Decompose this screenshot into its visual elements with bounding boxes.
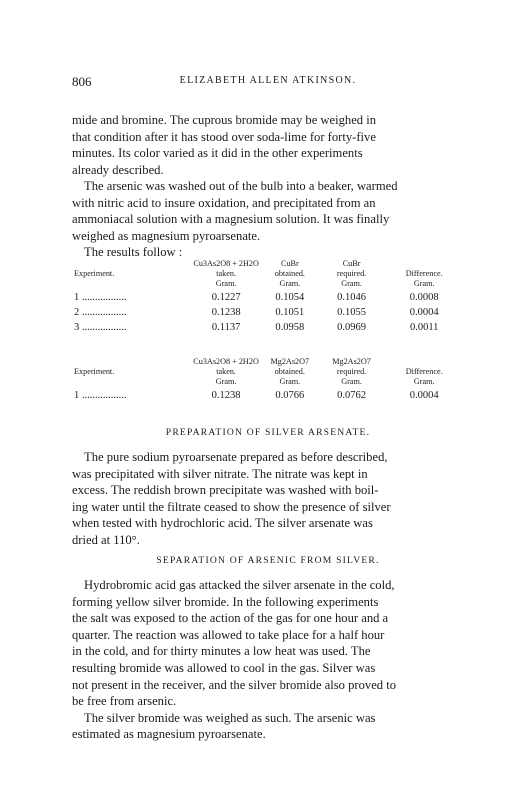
table-header-cell: obtained. <box>274 366 305 376</box>
table-cell: 0.1238 <box>211 390 241 402</box>
table-row <box>72 290 464 305</box>
table-cell: 1 ................. <box>74 292 127 304</box>
table-cell: 2 ................. <box>74 307 127 319</box>
table-unit-cell: Gram. <box>413 279 435 289</box>
table-header-cell: Mg2As2O7 <box>332 357 371 366</box>
page-number: 806 <box>72 74 92 89</box>
table-header-cell: required. <box>336 268 367 278</box>
text-line: The pure sodium pyroarsenate prepared as before described, <box>84 450 388 464</box>
text-line: that condition after it has stood over soda-lime for forty-five <box>72 129 376 144</box>
table-unit-cell: Gram. <box>215 279 237 289</box>
table-header-cell: Difference. <box>405 268 443 278</box>
table-header-cell: Cu3As2O8 + 2H2O <box>193 357 259 366</box>
table-row <box>72 388 464 403</box>
table-header-cell: required. <box>336 366 367 376</box>
table-header-cell <box>72 357 191 367</box>
paragraph-3 <box>72 449 464 549</box>
table-cell: 0.0008 <box>409 292 439 304</box>
results-table-1 <box>72 259 464 335</box>
table-header-row <box>72 269 464 279</box>
table-header-cell: CuBr <box>280 259 299 268</box>
text-line: weighed as magnesium pyroarsenate. <box>72 228 261 243</box>
text-line: the salt was exposed to the action of the gas for one hour and a <box>72 611 389 626</box>
text-line: estimated as magnesium pyroarsenate. <box>72 727 266 742</box>
text-line: mide and bromine. The cuprous bromide may be weighed in <box>72 113 377 127</box>
table-unit-row <box>72 278 464 290</box>
paragraph-2 <box>72 178 464 261</box>
text-line: forming yellow silver bromide. In the following experiments <box>72 594 379 609</box>
table-cell: 0.1227 <box>211 292 241 304</box>
text-line: excess. The reddish brown precipitate was washed with boil- <box>72 483 379 498</box>
table-header-cell <box>72 259 191 269</box>
text-line: was precipitated with silver nitrate. The nitrate was kept in <box>72 466 368 481</box>
table-cell: 0.1238 <box>211 307 241 319</box>
table-row <box>72 305 464 320</box>
table-header-cell: Mg2As2O7 <box>270 357 310 366</box>
text-line: ing water until the filtrate ceased to show the presence of silver <box>72 499 391 514</box>
table-header-row <box>72 259 464 269</box>
table-unit-cell: Gram. <box>341 377 362 387</box>
text-line: The arsenic was washed out of the bulb into a beaker, warmed <box>84 179 398 193</box>
table-cell: 0.0004 <box>409 307 439 319</box>
text-line: resulting bromide was allowed to cool in the gas. Silver was <box>72 660 376 675</box>
table-unit-cell: Gram. <box>413 377 435 387</box>
table-header-row <box>72 367 464 377</box>
table-header-cell: taken. <box>216 268 237 278</box>
text-line: Hydrobromic acid gas attacked the silver arsenate in the cold, <box>84 578 395 592</box>
table-header-cell: Experiment. <box>74 366 115 376</box>
table-cell: 0.0762 <box>337 390 366 402</box>
text-line: ammoniacal solution with a magnesium solution. It was finally <box>72 212 390 227</box>
results-table-2 <box>72 357 464 403</box>
table-unit-cell: Gram. <box>215 377 237 387</box>
text-line: already described. <box>72 162 164 177</box>
results-follow: The results follow : <box>84 245 183 260</box>
table-cell: 0.1055 <box>337 307 366 319</box>
table-cell: 0.0958 <box>275 322 305 334</box>
paragraph-1 <box>72 112 464 178</box>
table-header-cell: Experiment. <box>74 268 115 278</box>
table-cell: 0.1051 <box>275 307 305 319</box>
text-line: minutes. Its color varied as it did in the other experiments <box>72 146 363 161</box>
table-cell: 3 ................. <box>74 322 127 334</box>
table-header-cell: obtained. <box>274 268 305 278</box>
text-line: when tested with hydrochloric acid. The silver arsenate was <box>72 516 373 531</box>
table-unit-cell: Gram. <box>279 377 301 387</box>
table-header-cell: Difference. <box>405 366 443 376</box>
table-cell: 0.0766 <box>275 390 305 402</box>
paragraph-4 <box>72 577 464 743</box>
table-header-cell: taken. <box>216 366 236 376</box>
table-unit-cell <box>72 376 191 388</box>
table-cell: 0.0969 <box>337 322 366 334</box>
table-cell: 0.0004 <box>409 390 439 402</box>
table-row <box>72 320 464 335</box>
table-unit-cell <box>72 278 191 290</box>
text-line: The silver bromide was weighed as such. The arsenic was <box>84 710 376 725</box>
table-cell: 0.0011 <box>409 322 439 334</box>
text-line: be free from arsenic. <box>72 694 177 709</box>
text-line: with nitric acid to insure oxidation, and precipitated from an <box>72 195 376 210</box>
table-unit-cell: Gram. <box>279 279 301 289</box>
text-line: quarter. The reaction was allowed to take place for a half hour <box>72 627 385 642</box>
table-unit-row <box>72 376 464 388</box>
running-head: ELIZABETH ALLEN ATKINSON. <box>179 75 357 86</box>
table-header-cell: Cu3As2O8 + 2H2O <box>193 259 259 268</box>
table-header-cell <box>384 357 464 367</box>
table-cell: 0.1137 <box>211 322 241 334</box>
page-header <box>72 74 464 90</box>
table-unit-cell: Gram. <box>341 279 362 289</box>
text-line: not present in the receiver, and the silver bromide also proved to <box>72 677 397 692</box>
text-line: dried at 110°. <box>72 532 140 547</box>
table-header-cell: CuBr <box>342 259 361 268</box>
section-heading: SEPARATION OF ARSENIC FROM SILVER. <box>156 555 380 566</box>
table-cell: 0.1054 <box>275 292 305 304</box>
text-line: in the cold, and for thirty minutes a low heat was used. The <box>72 644 371 659</box>
section-heading: PREPARATION OF SILVER ARSENATE. <box>165 427 371 438</box>
table-cell: 0.1046 <box>337 292 366 304</box>
table-header-row <box>72 357 464 367</box>
table-header-cell <box>384 259 464 269</box>
table-cell: 1 ................. <box>74 390 127 402</box>
